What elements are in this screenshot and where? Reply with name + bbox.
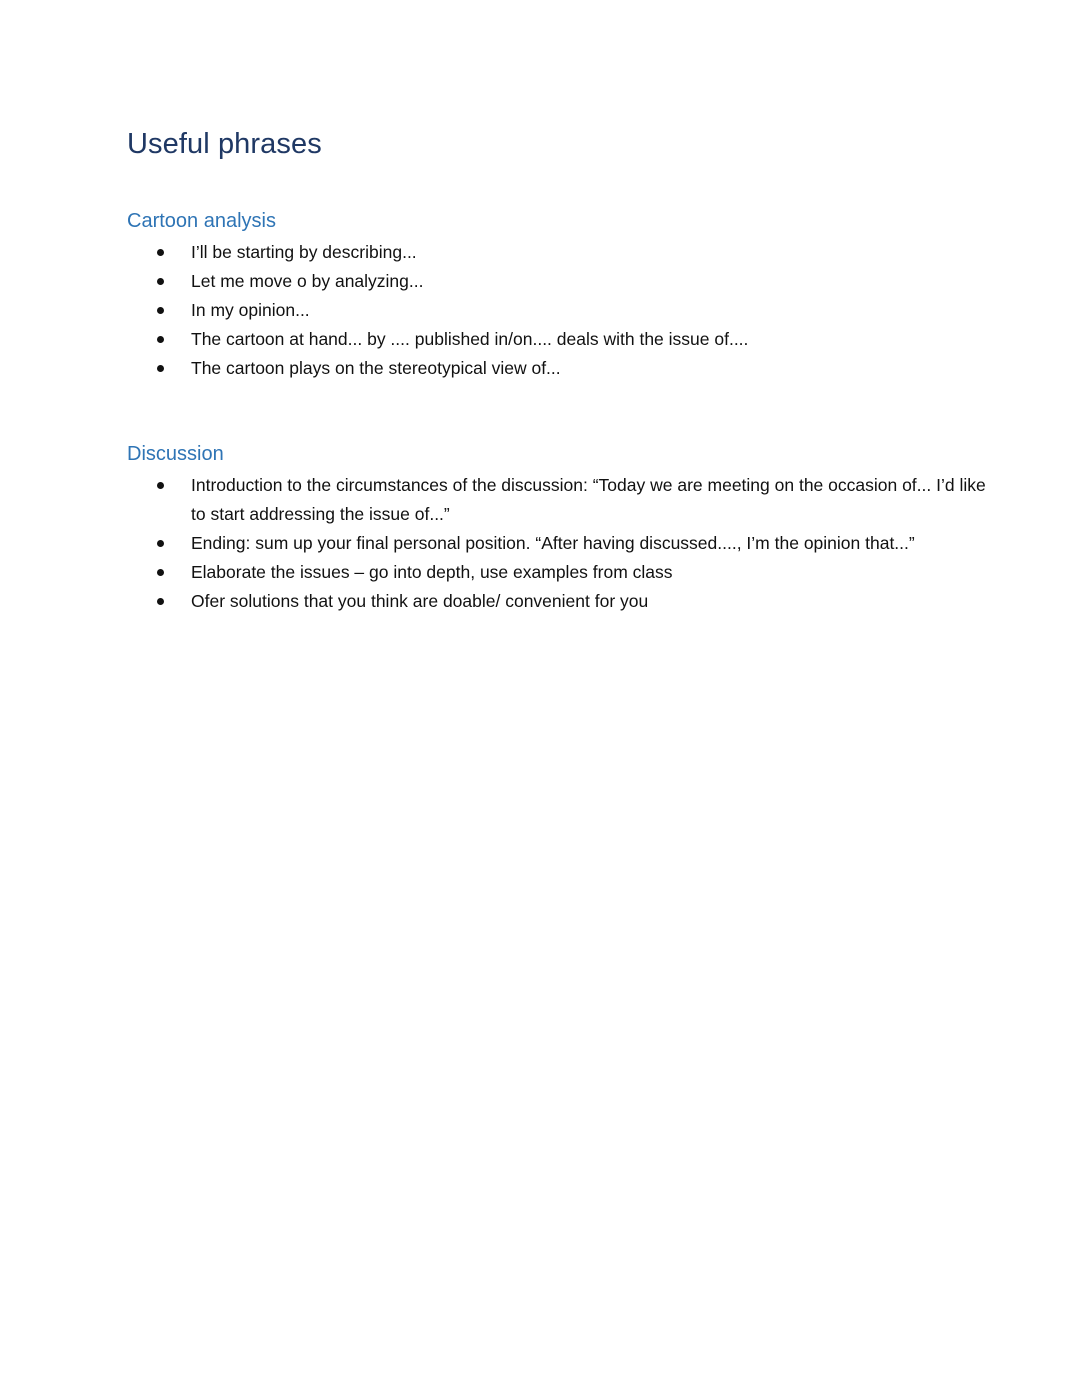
list-item — [127, 587, 987, 616]
list-item — [127, 354, 987, 383]
list-item — [127, 238, 987, 267]
bullet-icon — [157, 482, 164, 489]
list-item-text: I’ll be starting by describing... — [191, 242, 417, 262]
page-title: Useful phrases — [127, 128, 322, 160]
section-heading: Discussion — [127, 443, 224, 465]
list-item-text: Elaborate the issues – go into depth, use examples from class — [191, 562, 673, 582]
list-item-text: In my opinion... — [191, 300, 310, 320]
list-item-text: Let me move o by analyzing... — [191, 271, 424, 291]
bullet-icon — [157, 569, 164, 576]
list-item — [127, 471, 987, 529]
list-item-text: The cartoon plays on the stereotypical view of... — [191, 358, 561, 378]
bullet-icon — [157, 365, 164, 372]
bullet-icon — [157, 540, 164, 547]
list-item-text: Ending: sum up your final personal position. “After having discussed...., I’m the opinion that...” — [191, 533, 915, 553]
bullet-icon — [157, 278, 164, 285]
list-item-text: Ofer solutions that you think are doable/ convenient for you — [191, 591, 649, 611]
section-heading: Cartoon analysis — [127, 210, 276, 232]
bullet-list — [127, 238, 987, 383]
list-item — [127, 325, 987, 354]
list-item-text: Introduction to the circumstances of the discussion: “Today we are meeting on the occasion of... I’d like to start addressing the issue of...” — [191, 475, 986, 524]
list-item — [127, 558, 987, 587]
bullet-icon — [157, 249, 164, 256]
list-item — [127, 529, 987, 558]
list-item-text: The cartoon at hand... by .... published in/on.... deals with the issue of.... — [191, 329, 749, 349]
list-item — [127, 296, 987, 325]
bullet-icon — [157, 307, 164, 314]
section-discussion — [127, 441, 987, 616]
section-cartoon-analysis — [127, 208, 987, 383]
bullet-icon — [157, 336, 164, 343]
bullet-icon — [157, 598, 164, 605]
list-item — [127, 267, 987, 296]
bullet-list — [127, 471, 987, 616]
